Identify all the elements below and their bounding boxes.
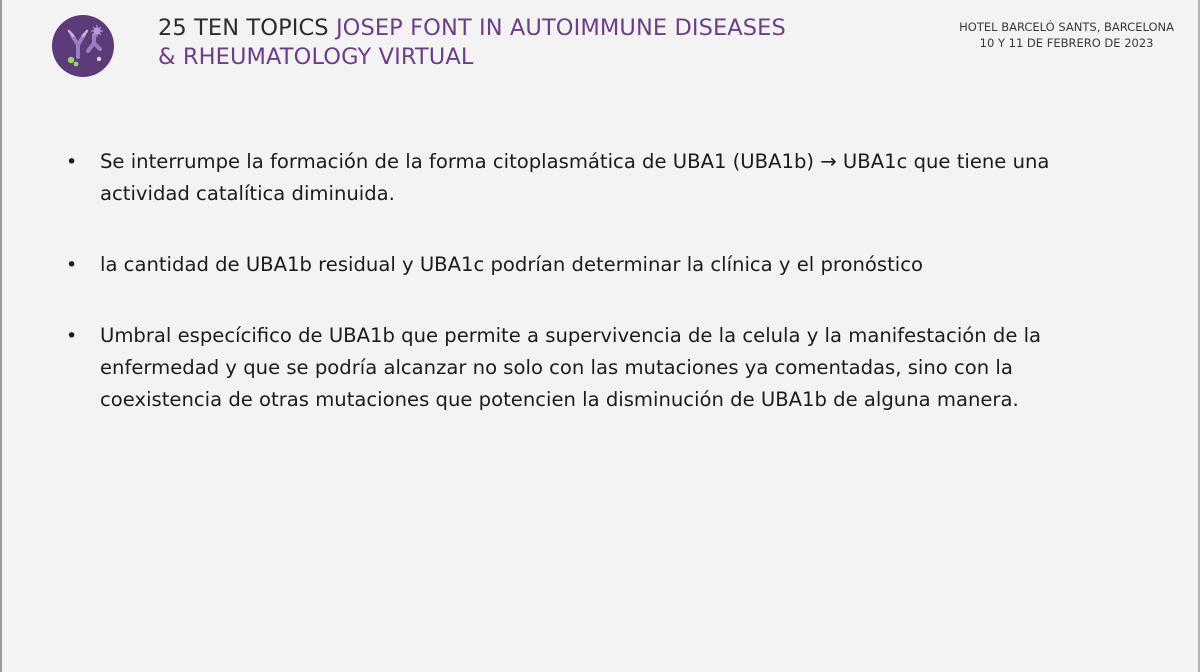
- bullet-item: [64, 249, 1124, 281]
- slide-frame-left-edge: [0, 0, 2, 672]
- bullet-marker: •: [66, 151, 78, 173]
- slide-bullet-list: [64, 146, 1124, 455]
- conference-title-highlight: JOSEP FONT IN AUTOIMMUNE DISEASES: [335, 15, 786, 41]
- conference-title-prefix: 25 TEN TOPICS: [158, 15, 336, 41]
- conference-title-line-2: & RHEUMATOLOGY VIRTUAL: [158, 44, 474, 70]
- bullet-marker: •: [66, 254, 78, 276]
- bullet-text: Se interrumpe la formación de la forma citoplasmática de UBA1 (UBA1b) → UBA1c que tiene una actividad catalítica diminuida.: [100, 150, 1050, 205]
- bullet-text: la cantidad de UBA1b residual y UBA1c podrían determinar la clínica y el pronóstico: [100, 253, 924, 276]
- venue-info: [959, 19, 1174, 51]
- bullet-item: [64, 320, 1124, 416]
- bullet-item: [64, 146, 1124, 210]
- venue-location: HOTEL BARCELÓ SANTS, BARCELONA: [959, 20, 1174, 34]
- conference-title-line-1: [158, 14, 786, 43]
- antibody-logo-icon: [52, 15, 114, 77]
- bullet-text: Umbral especícifico de UBA1b que permite a supervivencia de la celula y la manifestación de la enfermedad y que se podría alcanzar no solo con las mutaciones ya comentadas, sino con la coexistencia de otras mutaciones que potencien la disminución de UBA1b de alguna manera.: [100, 324, 1042, 411]
- conference-title: [158, 14, 786, 72]
- bullet-marker: •: [66, 325, 78, 347]
- venue-dates: 10 Y 11 DE FEBRERO DE 2023: [979, 36, 1154, 50]
